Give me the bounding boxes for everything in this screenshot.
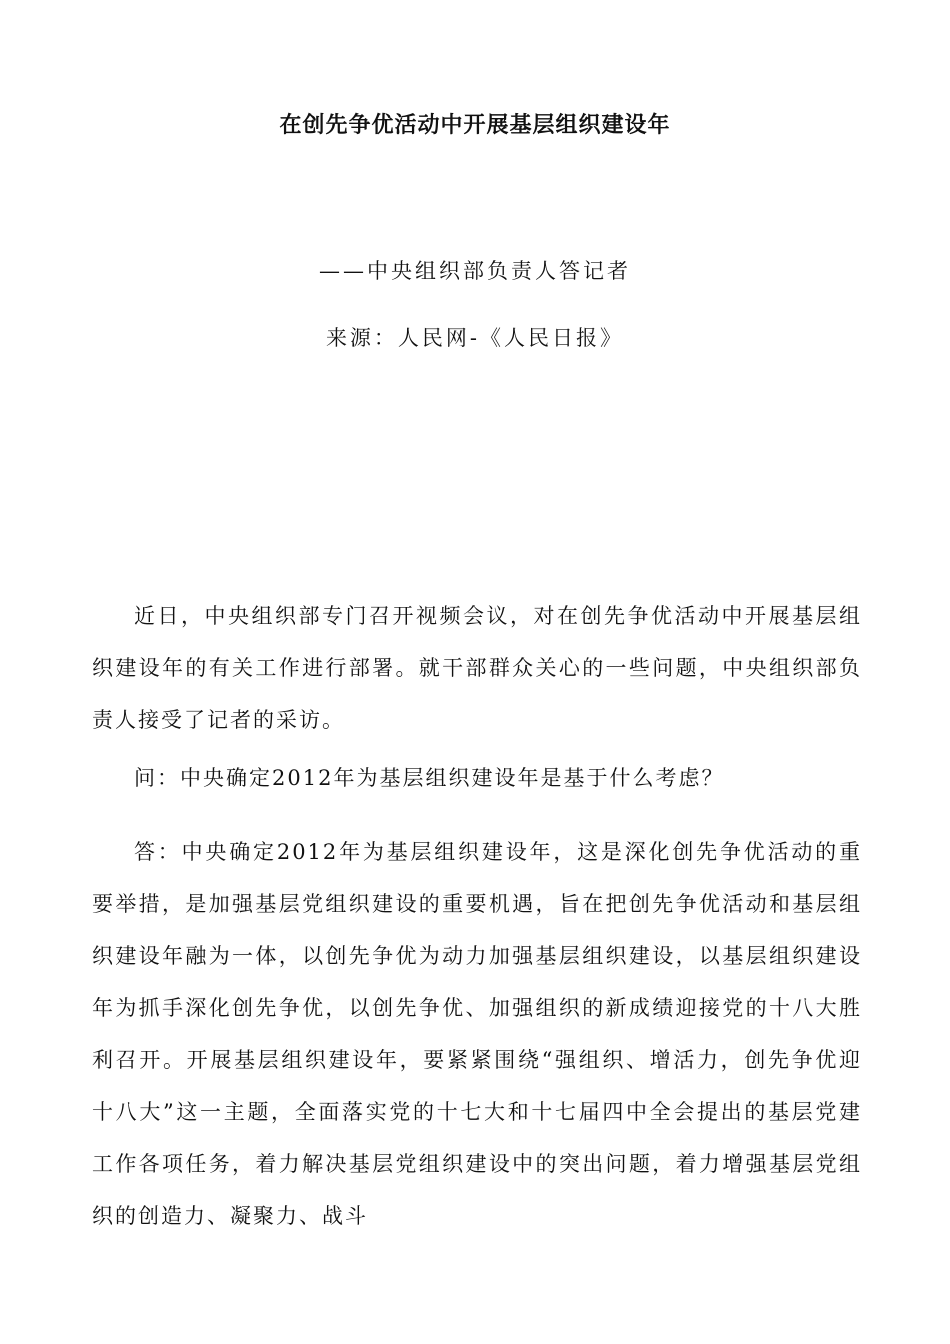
document-title: 在创先争优活动中开展基层组织建设年 (279, 113, 671, 138)
document-subtitle: ——中央组织部负责人答记者 (319, 259, 631, 283)
paragraph-intro (92, 590, 862, 746)
paragraph-text: 近日，中央组织部专门召开视频会议，对在创先争优活动中开展基层组织建设年的有关工作进行部署。就干部群众关心的一些问题，中央组织部负责人接受了记者的采访。 (92, 604, 862, 732)
document-source: 来源：人民网-《人民日报》 (325, 326, 625, 350)
paragraph-text: 问：中央确定2012年为基层组织建设年是基于什么考虑？ (134, 766, 725, 790)
paragraph-question (92, 752, 862, 804)
paragraph-answer (92, 826, 862, 1242)
paragraph-text: 答：中央确定2012年为基层组织建设年，这是深化创先争优活动的重要举措，是加强基层党组织建设的重要机遇，旨在把创先争优活动和基层组织建设年融为一体，以创先争优为动力加强基层组织建设，以基层组织建设年为抓手深化创先争优，以创先争优、加强组织的新成绩迎接党的十八大胜利召开。开展基层组织建设年，要紧紧围绕“强组织、增活力，创先争优迎十八大”这一主题，全面落实党的十七大和十七届四中全会提出的基层党建工作各项任务，着力解决基层党组织建设中的突出问题，着力增强基层党组织的创造力、凝聚力、战斗 (92, 840, 862, 1228)
